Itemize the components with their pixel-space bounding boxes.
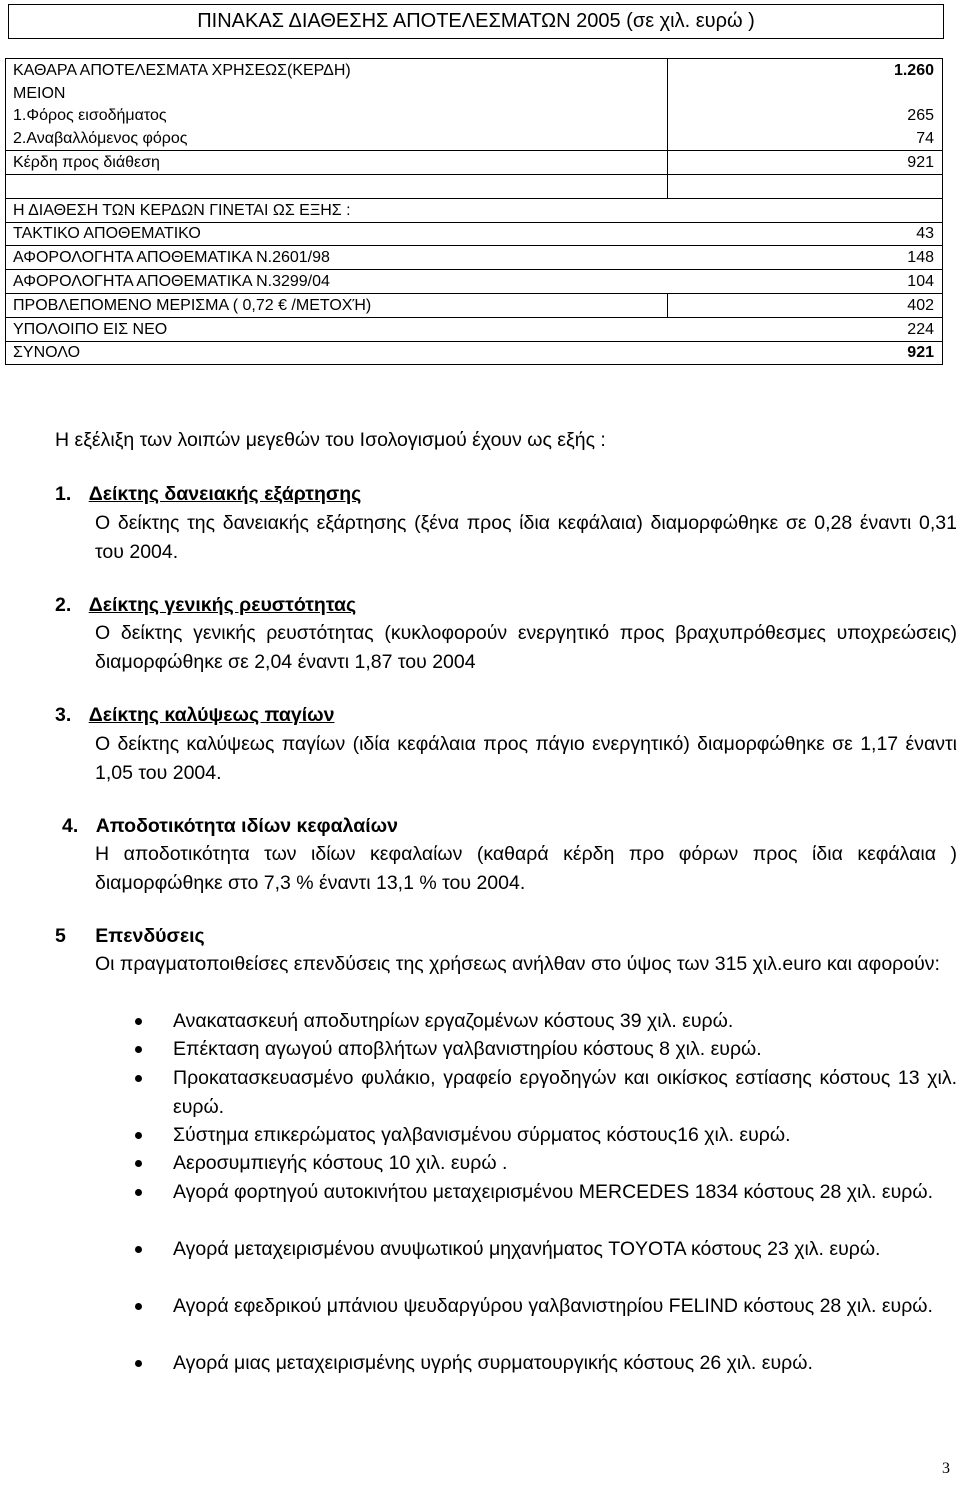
list-item: Αγορά εφεδρικού μπάνιου ψευδαργύρου γαλβανιστηρίου FELIND κόστους 28 χιλ. ευρώ. [173,1295,933,1317]
bullet-icon [135,1018,142,1025]
list-item: Αεροσυμπιεγής κόστους 10 χιλ. ευρώ . [173,1152,508,1174]
section-text: Ο δείκτης γενικής ρευστότητας (κυκλοφορούν ενεργητικό προς βραχυπρόθεσμες υποχρεώσεις) διαμορφώθηκε σε 2,04 έναντι 1,87 του 2004 [95,622,957,673]
table-row [6,82,943,105]
row-label: 2.Αναβαλλόμενος φόρος [6,127,668,150]
row-value: 224 [668,317,943,341]
bullet-icon [135,1160,142,1167]
row-value: 148 [668,246,943,270]
row-label: Η ΔΙΑΘΕΣΗ ΤΩΝ ΚΕΡΔΩΝ ΓΙΝΕΤΑΙ ΩΣ ΕΞΗΣ : [6,198,668,222]
row-value [668,82,943,105]
row-value: 402 [668,293,943,317]
table-row [6,174,943,198]
section-text: Ο δείκτης της δανειακής εξάρτησης (ξένα προς ίδια κεφάλαια) διαμορφώθηκε σε 0,28 έναντι 0,31 του 2004. [95,512,957,563]
section-text: Ο δείκτης καλύψεως παγίων (ιδία κεφάλαια προς πάγιο ενεργητικό) διαμορφώθηκε σε 1,17 έναντι 1,05 του 2004. [95,733,957,784]
section-number: 3. [55,704,72,726]
bullet-icon [135,1132,142,1139]
section-number: 4. [62,815,79,837]
table-row [6,59,943,82]
row-label: ΑΦΟΡΟΛΟΓΗΤΑ ΑΠΟΘΕΜΑΤΙΚΑ Ν.3299/04 [6,270,668,294]
list-item: Αγορά φορτηγού αυτοκινήτου μεταχειρισμένου MERCEDES 1834 κόστους 28 χιλ. ευρώ. [173,1181,933,1203]
list-item: Επέκταση αγωγού αποβλήτων γαλβανιστηρίου κόστους 8 χιλ. ευρώ. [173,1038,762,1060]
row-value: 921 [668,151,943,175]
list-item: Σύστημα επικερώματος γαλβανισμένου σύρματος κόστους16 χιλ. ευρώ. [173,1124,791,1146]
row-value [668,174,943,198]
row-label: ΣΥΝΟΛΟ [6,341,668,365]
table-row [6,317,943,341]
section-text: Οι πραγματοποιθείσες επενδύσεις της χρήσεως ανήλθαν στο ύψος των 315 χιλ.euro και αφορούν: [95,953,940,975]
list-item: Αγορά μιας μεταχειρισμένης υγρής συρματουργικής κόστους 26 χιλ. ευρώ. [173,1352,813,1374]
section-title: Επενδύσεις [95,925,205,947]
row-label: ΤΑΚΤΙΚΟ ΑΠΟΘΕΜΑΤΙΚΟ [6,222,668,246]
row-value: 104 [668,270,943,294]
table-row [6,222,943,246]
section-number: 2. [55,594,72,616]
table-row [6,270,943,294]
section-number: 1. [55,483,72,505]
bullet-icon [135,1046,142,1053]
section-title: Δείκτης γενικής ρευστότητας [88,594,357,616]
table-row [6,151,943,175]
list-item: Αγορά μεταχειρισμένου ανυψωτικού μηχανήματος TOYOTA κόστους 23 χιλ. ευρώ. [173,1238,881,1260]
row-label: ΥΠΟΛΟΙΠΟ ΕΙΣ ΝΕΟ [6,317,668,341]
bullet-icon [135,1246,142,1253]
section-heading [55,591,356,620]
row-label: 1.Φόρος εισοδήματος [6,105,668,128]
table-row [6,198,943,222]
row-label: ΜΕΙΟΝ [6,82,668,105]
row-label: Κέρδη προς διάθεση [6,151,668,175]
page-title: ΠΙΝΑΚΑΣ ΔΙΑΘΕΣΗΣ ΑΠΟΤΕΛΕΣΜΑΤΩΝ 2005 (σε χιλ. ευρώ ) [8,4,944,39]
row-label: ΑΦΟΡΟΛΟΓΗΤΑ ΑΠΟΘΕΜΑΤΙΚΑ Ν.2601/98 [6,246,668,270]
results-distribution-table [5,58,943,365]
row-value: 265 [668,105,943,128]
intro-text: Η εξέλιξη των λοιπών μεγεθών του Ισολογισμού έχουν ως εξής : [55,429,606,451]
bullet-icon [135,1189,142,1196]
section-title: Δείκτης δανειακής εξάρτησης [88,483,362,505]
list-item: Προκατασκευασμένο φυλάκιο, γραφείο εργοδηγών και οικίσκος εστίασης κόστους 13 χιλ. ευρώ. [173,1067,957,1118]
row-value [668,198,943,222]
section-heading [62,812,398,841]
row-value: 43 [668,222,943,246]
bullet-icon [135,1075,142,1082]
page-number: 3 [942,1460,950,1477]
section-heading [55,480,361,509]
table-row [6,341,943,365]
row-value: 1.260 [668,59,943,82]
section-title: Αποδοτικότητα ιδίων κεφαλαίων [95,815,398,837]
row-label: ΚΑΘΑΡΑ ΑΠΟΤΕΛΕΣΜΑΤΑ ΧΡΗΣΕΩΣ(ΚΕΡΔΗ) [6,59,668,82]
bullet-icon [135,1303,142,1310]
table-row [6,246,943,270]
row-value: 74 [668,127,943,150]
row-label [6,174,668,198]
section-heading [55,922,205,951]
section-heading [55,701,334,730]
section-text: Η αποδοτικότητα των ιδίων κεφαλαίων (καθαρά κέρδη προ φόρων προς ίδια κεφάλαια ) διαμορφώθηκε στο 7,3 % έναντι 13,1 % του 2004. [95,843,957,894]
bullet-icon [135,1360,142,1367]
table-row [6,127,943,150]
section-title: Δείκτης καλύψεως παγίων [88,704,335,726]
row-label: ΠΡΟΒΛΕΠΟΜΕΝΟ ΜΕΡΙΣΜΑ ( 0,72 € /ΜΕΤΟΧΉ) [6,293,668,317]
row-value: 921 [668,341,943,365]
table-row [6,293,943,317]
list-item: Ανακατασκευή αποδυτηρίων εργαζομένων κόστους 39 χιλ. ευρώ. [173,1010,734,1032]
section-number: 5 [55,925,66,947]
table-row [6,105,943,128]
